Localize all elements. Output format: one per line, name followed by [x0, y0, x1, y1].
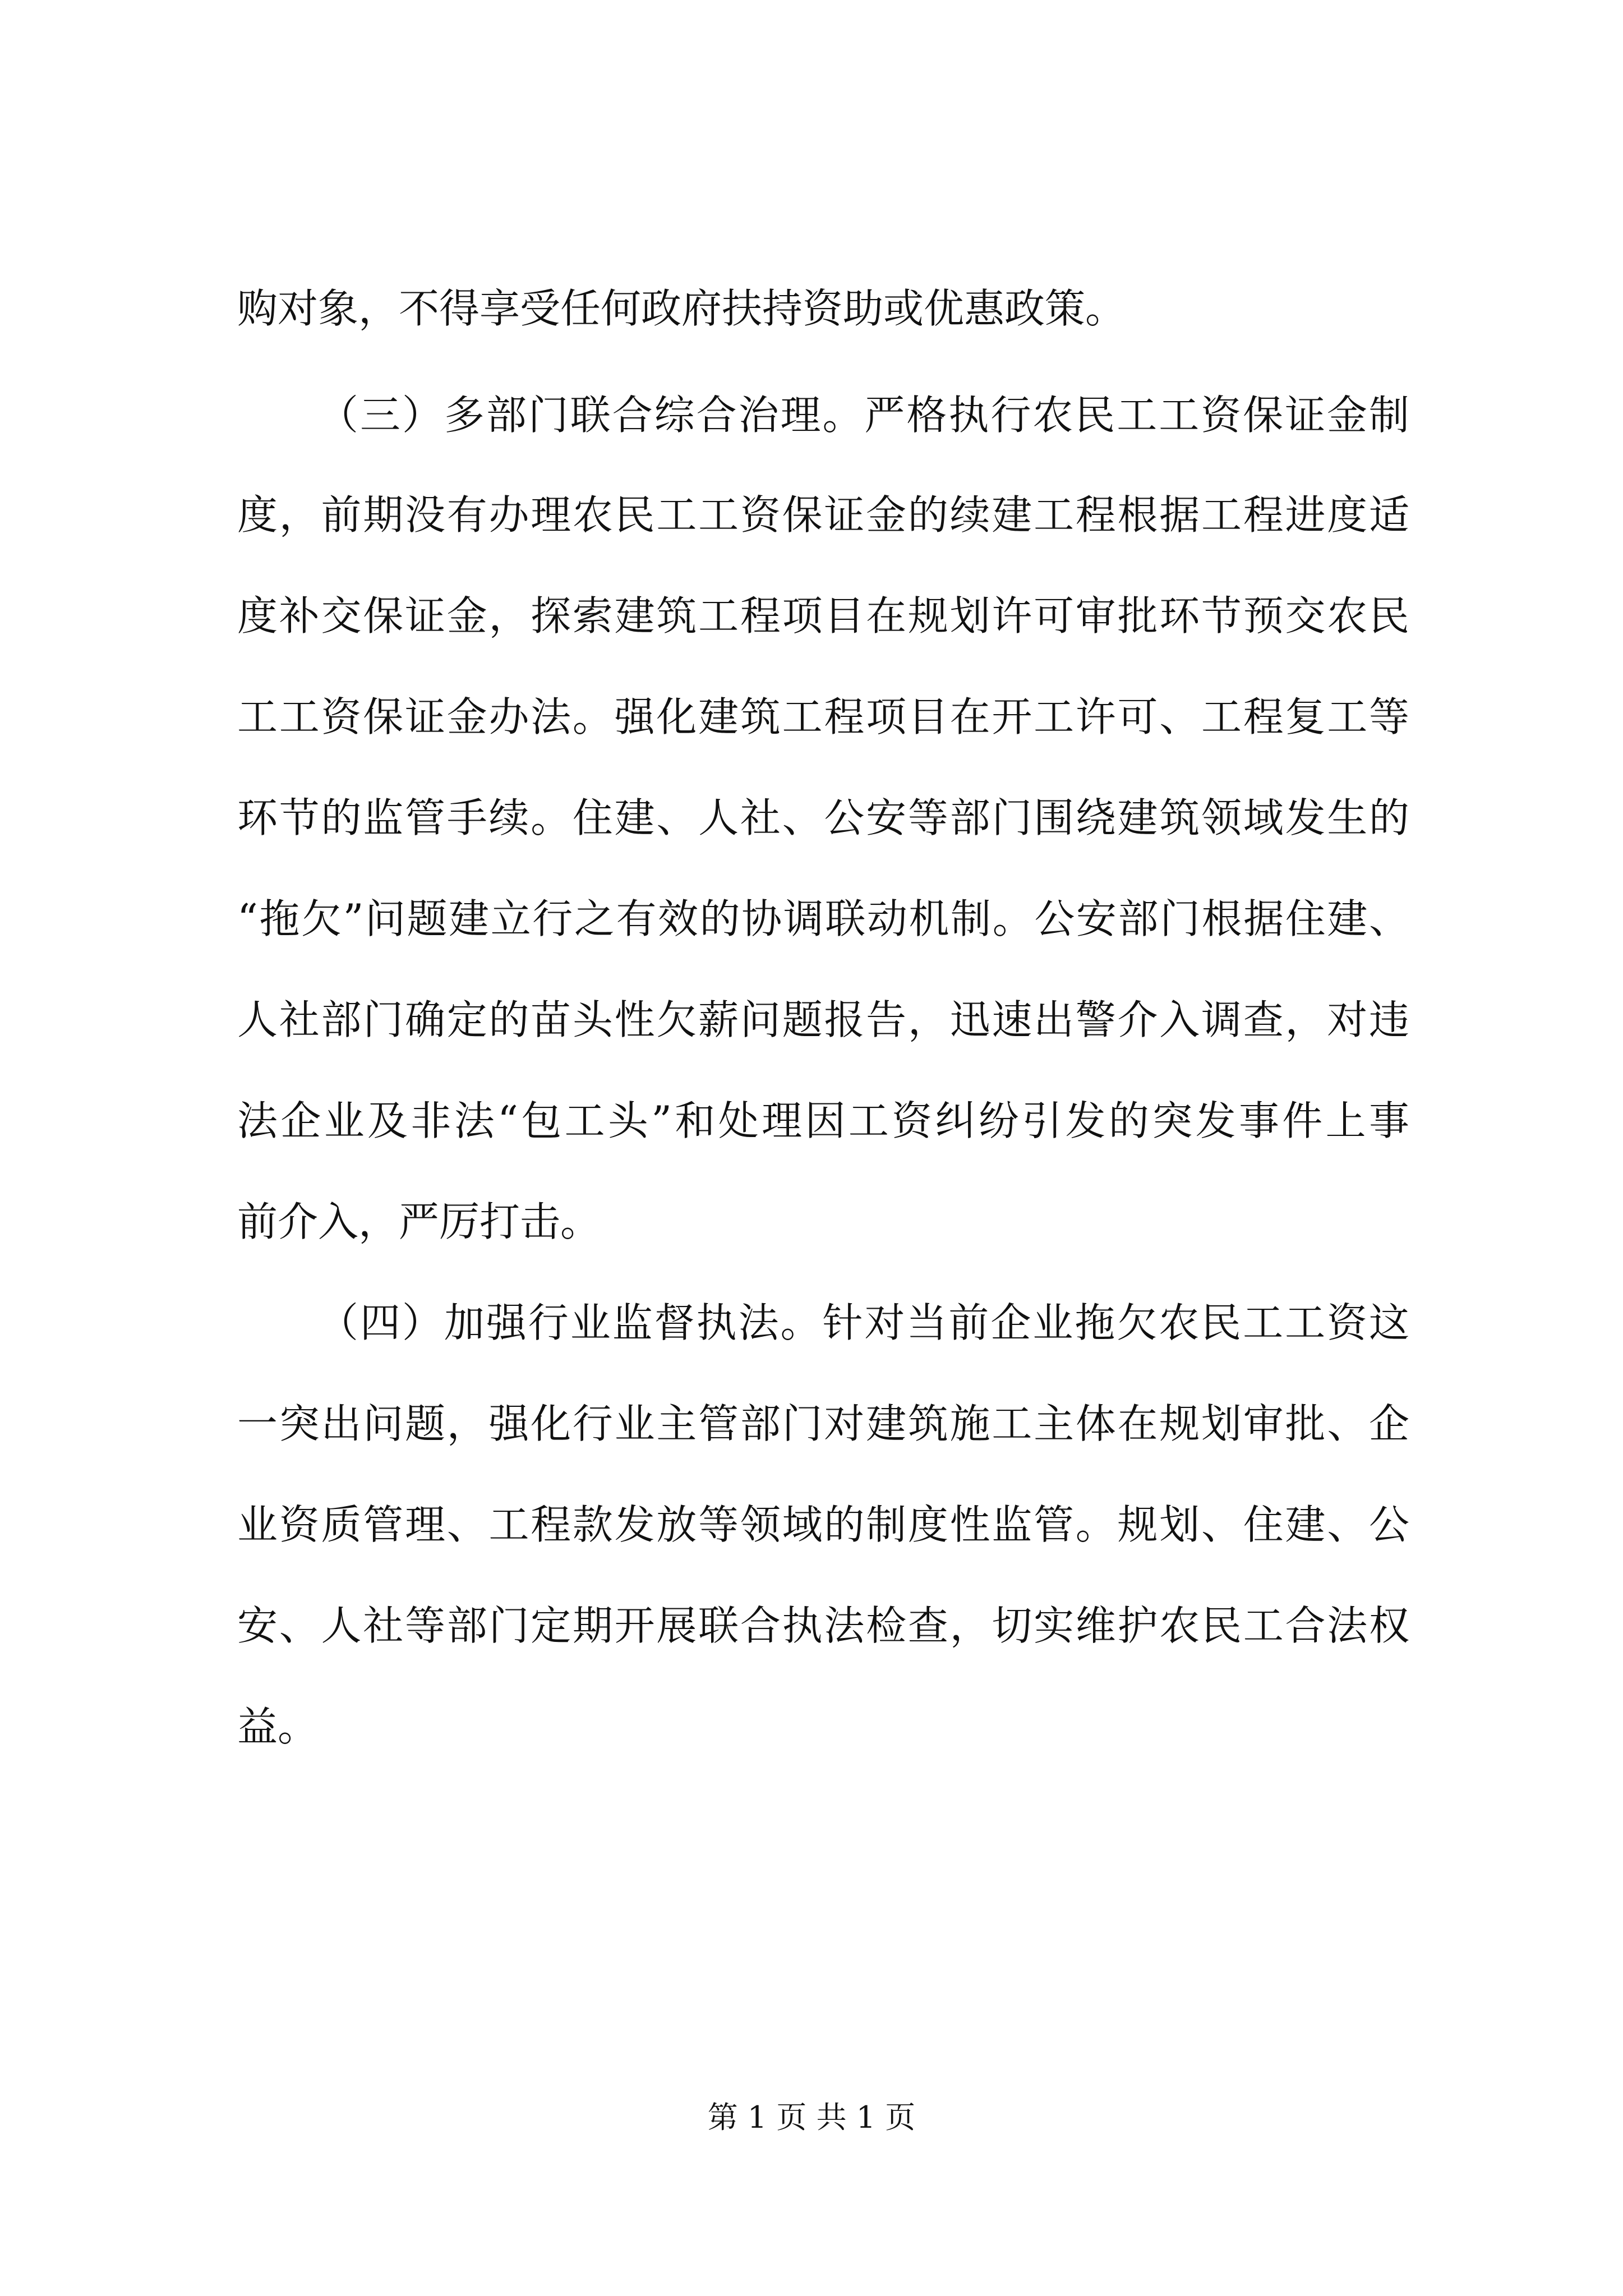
text-line: 度，前期没有办理农民工工资保证金的续建工程根据工程进度适 — [237, 491, 1409, 539]
text-line: 一突出问题，强化行业主管部门对建筑施工主体在规划审批、企 — [237, 1400, 1409, 1447]
text-line: 人社部门确定的苗头性欠薪问题报告，迅速出警介入调查，对违 — [237, 996, 1409, 1043]
paragraph-heading-line: （三）多部门联合综合治理。严格执行农民工工资保证金制 — [318, 392, 1409, 439]
text-line: “拖欠”问题建立行之有效的协调联动机制。公安部门根据住建、 — [237, 895, 1409, 942]
paragraph-heading-line: （四）加强行业监督执法。针对当前企业拖欠农民工工资这 — [318, 1299, 1409, 1346]
text-line: 益。 — [237, 1703, 319, 1750]
text-line: 度补交保证金，探索建筑工程项目在规划许可审批环节预交农民 — [237, 592, 1409, 639]
text-line: 前介入，严厉打击。 — [237, 1198, 601, 1245]
text-line: 业资质管理、工程款发放等领域的制度性监管。规划、住建、公 — [237, 1501, 1409, 1548]
text-line: 安、人社等部门定期开展联合执法检查，切实维护农民工合法权 — [237, 1602, 1409, 1649]
text-line: 法企业及非法“包工头”和处理因工资纠纷引发的突发事件上事 — [237, 1097, 1409, 1144]
page-number-footer: 第 1 页 共 1 页 — [707, 2100, 916, 2135]
text-line: 环节的监管手续。住建、人社、公安等部门围绕建筑领域发生的 — [237, 794, 1409, 841]
text-line: 工工资保证金办法。强化建筑工程项目在开工许可、工程复工等 — [237, 693, 1409, 740]
text-line: 购对象，不得享受任何政府扶持资助或优惠政策。 — [237, 285, 1126, 332]
